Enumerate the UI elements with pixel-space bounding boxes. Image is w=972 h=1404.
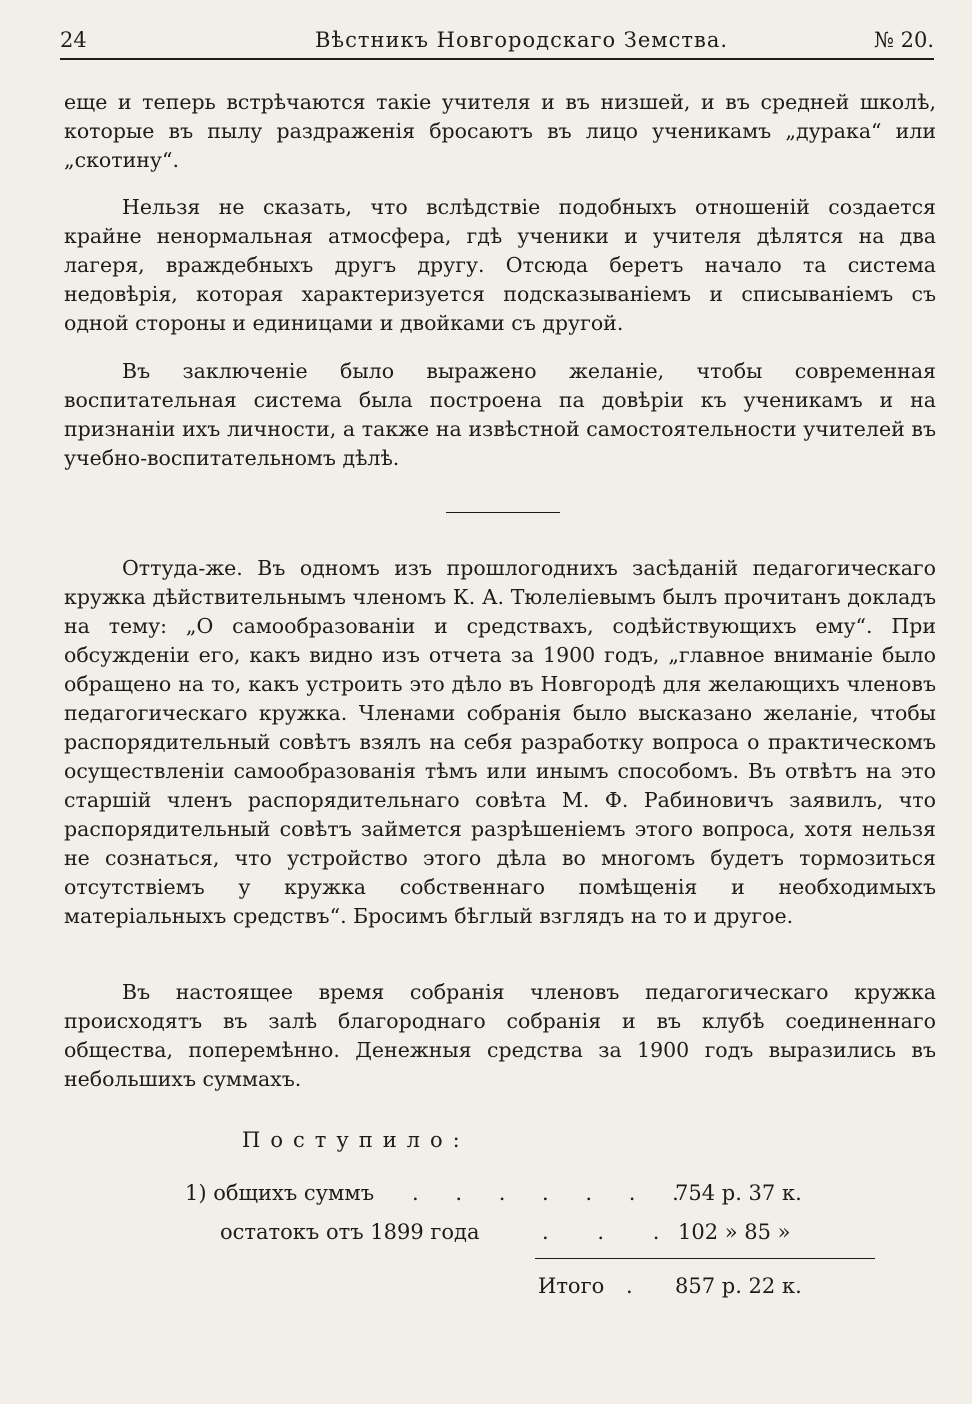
- income-row-amount: 754 р. 37 к.: [675, 1181, 802, 1205]
- paragraph-self-education-report: Оттуда-же. Въ одномъ изъ прошлогоднихъ засѣданій педагогическаго кружка дѣйствительнымъ членомъ К. А. Тюлеліевымъ былъ прочитанъ докладъ на тему: „О самообразованіи и средствахъ, содѣйствующихъ ему“. При обсужденіи его, какъ видно изъ отчета за 1900 годъ, „главное вниманіе было обращено на то, какъ устроить это дѣло въ Новгородѣ для желающихъ членовъ педагогическаго кружка. Членами собранія было высказано желаніе, чтобы распорядительный совѣтъ взялъ на себя разработку вопроса о практическомъ осуществленіи самообразованія тѣмъ или инымъ способомъ. Въ отвѣтъ на это старшій членъ распорядительнаго совѣта М. Ф. Рабиновичъ заявилъ, что распорядительный совѣтъ займется разрѣшеніемъ этого вопроса, хотя нельзя не сознаться, что устройство этого дѣла во многомъ будетъ тормозиться отсутствіемъ у кружка собственнаго помѣщенія и необходимыхъ матеріальныхъ средствъ“. Бросимъ бѣглый взглядъ на то и другое.: [64, 556, 936, 928]
- page-number: 24: [60, 28, 87, 52]
- paragraph-meetings-funds: Въ настоящее время собранія членовъ педагогическаго кружка происходятъ въ залѣ благороднаго собранія и въ клубѣ соединеннаго общества, поперемѣнно. Денежныя средства за 1900 годъ выразились въ небольшихъ суммахъ.: [64, 980, 936, 1091]
- total-label: Итого: [538, 1274, 605, 1298]
- journal-title: Вѣстникъ Новгородскаго Земства.: [315, 28, 729, 52]
- total-amount: 857 р. 22 к.: [675, 1274, 802, 1298]
- running-header: [60, 24, 934, 60]
- paragraph-atmosphere: Нельзя не сказать, что вслѣдствіе подобныхъ отношеній создается крайне ненормальная атмосфера, гдѣ ученики и учителя дѣлятся на два лагеря, враждебныхъ другъ другу. Отсюда беретъ начало та система недовѣрія, которая характеризуется подсказываніемъ и списываніемъ съ одной стороны и единицами и двойками съ другой.: [64, 195, 936, 335]
- paragraph-conclusion: Въ заключеніе было выражено желаніе, чтобы современная воспитательная система была построена па довѣріи къ ученикамъ и на признаніи ихъ личности, а также на извѣстной самостоятельности учителей въ учебно-воспитательномъ дѣлѣ.: [64, 359, 936, 470]
- paragraph-continuation: еще и теперь встрѣчаются такіе учителя и въ низшей, и въ средней школѣ, которые въ пылу раздраженія бросаютъ въ лицо ученикамъ „дурака“ или „скотину“.: [64, 90, 936, 172]
- income-row-label: 1) общихъ суммъ: [185, 1181, 375, 1205]
- section-separator: [446, 512, 560, 513]
- total-rule: [535, 1258, 875, 1259]
- issue-number: № 20.: [874, 28, 934, 52]
- income-heading: Поступило:: [242, 1128, 470, 1152]
- total-dots: .: [626, 1274, 633, 1298]
- header-rule: [60, 58, 934, 60]
- income-row-dots: . . . . . . .: [412, 1181, 694, 1205]
- income-row-amount: 102 » 85 »: [678, 1220, 791, 1244]
- income-row-dots: . . .: [542, 1220, 681, 1244]
- income-row-label: остатокъ отъ 1899 года: [220, 1220, 480, 1244]
